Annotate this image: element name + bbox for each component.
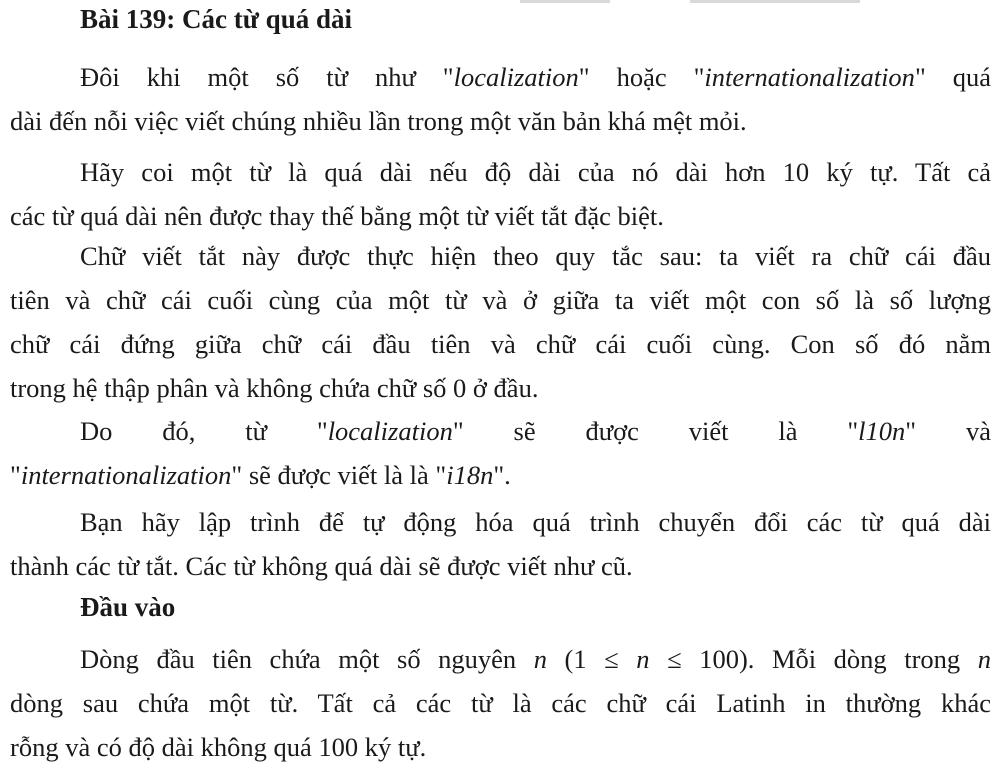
paragraph-definition	[10, 150, 991, 238]
scan-edge-shadow	[520, 0, 610, 3]
paragraph-example	[10, 409, 991, 497]
paragraph-line: Dòng đầu tiên chứa một số nguyên n (1 ≤ n ≤ 100). Mỗi dòng trong n	[80, 644, 991, 674]
paragraph-line: Hãy coi một từ là quá dài nếu độ dài của nó dài hơn 10 ký tự. Tất cả	[80, 157, 991, 187]
paragraph-line: Bạn hãy lập trình để tự động hóa quá trình chuyển đổi các từ quá dài	[80, 507, 991, 537]
paragraph-line: dòng sau chứa một từ. Tất cả các từ là các chữ cái Latinh in thường khác	[10, 688, 991, 718]
paragraph-line: dài đến nỗi việc viết chúng nhiều lần trong một văn bản khá mệt mỏi.	[10, 106, 747, 136]
paragraph-rule	[10, 234, 991, 410]
paragraph-line: tiên và chữ cái cuối cùng của một từ và ở giữa ta viết một con số là số lượng	[10, 285, 991, 315]
paragraph-line: "internationalization" sẽ được viết là là "i18n".	[10, 460, 511, 490]
scan-edge-shadow	[690, 0, 860, 3]
paragraph-line: Đôi khi một số từ như "localization" hoặc "internationalization" quá	[80, 62, 991, 92]
paragraph-intro	[10, 55, 991, 143]
paragraph-line: rỗng và có độ dài không quá 100 ký tự.	[10, 732, 427, 762]
paragraph-line: trong hệ thập phân và không chứa chữ số 0 ở đầu.	[10, 373, 539, 403]
paragraph-line: chữ cái đứng giữa chữ cái đầu tiên và chữ cái cuối cùng. Con số đó nằm	[10, 329, 991, 359]
paragraph-line: Do đó, từ "localization" sẽ được viết là "l10n" và	[80, 416, 991, 446]
problem-title: Bài 139: Các từ quá dài	[80, 4, 352, 34]
input-heading: Đầu vào	[80, 592, 176, 622]
paragraph-line: thành các từ tắt. Các từ không quá dài sẽ được viết như cũ.	[10, 551, 633, 581]
paragraph-task	[10, 500, 991, 588]
paragraph-line: các từ quá dài nên được thay thế bằng một từ viết tắt đặc biệt.	[10, 201, 664, 231]
paragraph-line: Chữ viết tắt này được thực hiện theo quy tắc sau: ta viết ra chữ cái đầu	[80, 241, 991, 271]
paragraph-input	[10, 637, 991, 769]
